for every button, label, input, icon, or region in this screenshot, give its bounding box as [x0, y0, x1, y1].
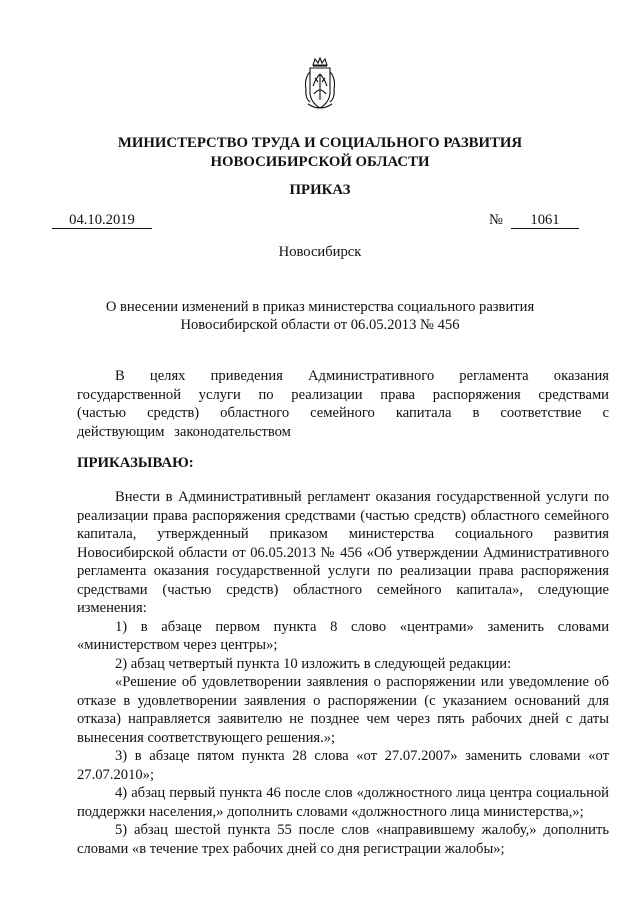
order-number: 1061 — [511, 212, 579, 229]
intro-paragraph: Внести в Административный регламент оказания государственной услуги по реализации права распоряжения средствами (частью средств) областного семейного капитала, утвержденный приказом министерства социального развития Новосибирской области от 06.05.2013 № 456 «Об утверждении Административного регламента оказания государственной услуги по реализации права распоряжения средствами (частью средств) областного семейного капитала», следующие изменения: — [77, 489, 609, 616]
order-date: 04.10.2019 — [52, 212, 152, 229]
item-paragraph: 5) абзац шестой пункта 55 после слов «направившему жалобу,» дополнить словами «в течение трех рабочих дней со дня регистрации жалобы»; — [77, 822, 609, 857]
ministry-line-2: НОВОСИБИРСКОЙ ОБЛАСТИ — [210, 154, 430, 170]
item-paragraph: 1) в абзаце первом пункта 8 слово «центрами» заменить словами «министерством через центры»; — [77, 618, 609, 653]
decree-heading: ПРИКАЗЫВАЮ: — [77, 455, 194, 471]
ministry-name — [0, 134, 640, 172]
item-paragraph: 2) абзац четвертый пункта 10 изложить в следующей редакции: — [115, 655, 512, 672]
document-type: ПРИКАЗ — [289, 182, 351, 198]
number-sign: № — [489, 212, 503, 228]
item-paragraph: 4) абзац первый пункта 46 после слов «должностного лица центра социальной поддержки населения,» дополнить словами «должностного лица министерства,»; — [77, 785, 609, 820]
order-subject — [0, 298, 640, 334]
subject-line-2: Новосибирской области от 06.05.2013 № 456 — [180, 317, 460, 333]
ministry-line-1: МИНИСТЕРСТВО ТРУДА И СОЦИАЛЬНОГО РАЗВИТИЯ — [117, 135, 523, 151]
city: Новосибирск — [278, 244, 362, 260]
main-body — [77, 488, 609, 858]
coat-of-arms-icon — [302, 56, 338, 112]
purpose-paragraph: В целях приведения Административного регламента оказания государственной услуги по реализации права распоряжения средствами (частью средств) областного семейного капитала в соответствие с действующим законодательством — [77, 368, 609, 440]
quoted-paragraph: «Решение об удовлетворении заявления о распоряжении или уведомление об отказе в удовлетворении заявления о распоряжении (с указанием оснований для отказа) направляется заявителю не позднее чем через пять рабочих дней с даты вынесения соответствующего решения.»; — [77, 674, 609, 746]
subject-line-1: О внесении изменений в приказ министерства социального развития — [105, 299, 535, 315]
item-paragraph: 3) в абзаце пятом пункта 28 слова «от 27.07.2007» заменить словами «от 27.07.2010»; — [77, 748, 609, 783]
